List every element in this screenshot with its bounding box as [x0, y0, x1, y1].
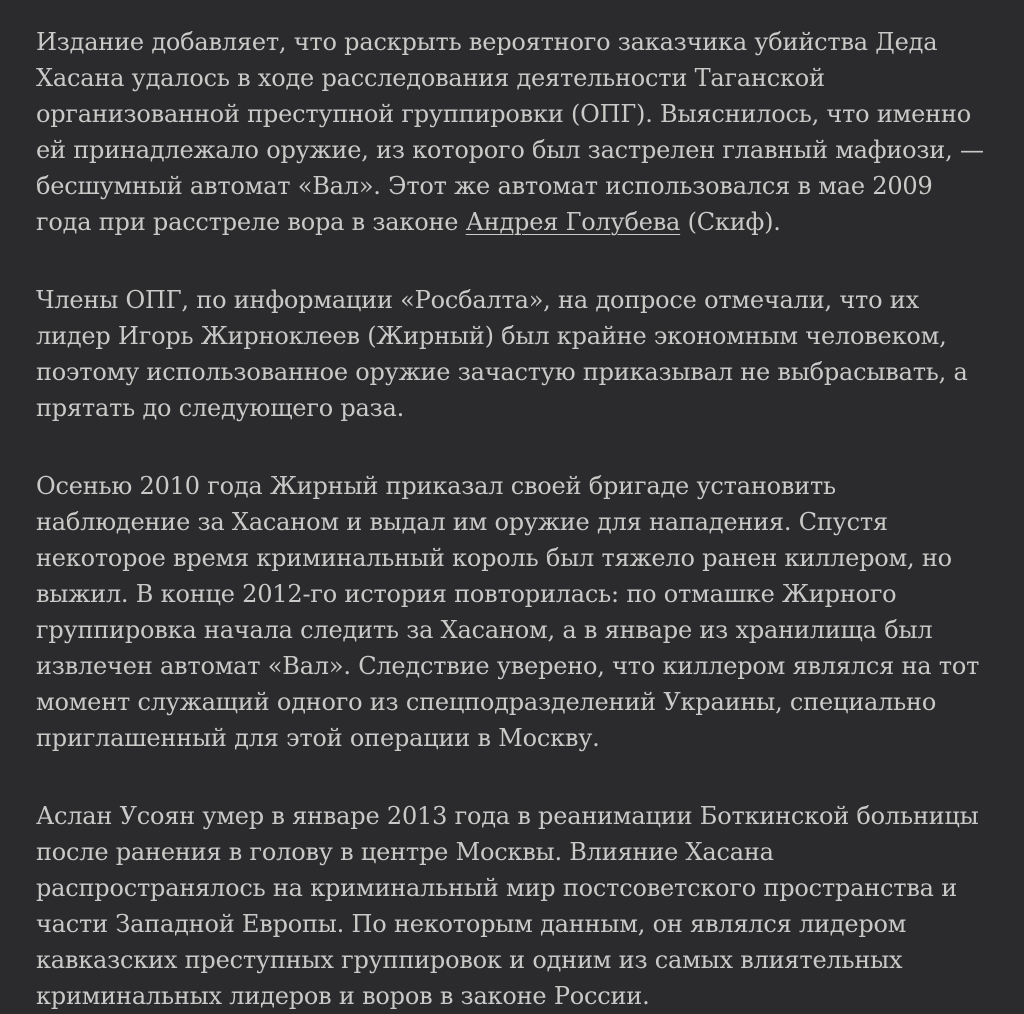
paragraph-1-text-before: Издание добавляет, что раскрыть вероятного заказчика убийства Деда Хасана удалось в ходе расследования деятельности Таганской организованной преступной группировки (ОПГ). Выяснилось, что именно ей принадлежало оружие, из которого был застрелен главный мафиози, — бесшумный автомат «Вал». Этот же автомат использовался в мае 2009 года при расстреле вора в законе [36, 28, 984, 236]
paragraph-1-text-after: (Скиф). [680, 208, 781, 236]
andrey-golubev-link[interactable]: Андрея Голубева [465, 208, 681, 236]
paragraph-3: Осенью 2010 года Жирный приказал своей бригаде установить наблюдение за Хасаном и выдал им оружие для нападения. Спустя некоторое время криминальный король был тяжело ранен киллером, но выжил. В конце 2012-го история повторилась: по отмашке Жирного группировка начала следить за Хасаном, а в январе из хранилища был извлечен автомат «Вал». Следствие уверено, что киллером являлся на тот момент служащий одного из спецподразделений Украины, специально приглашенный для этой операции в Москву. [36, 472, 980, 752]
paragraph-2: Члены ОПГ, по информации «Росбалта», на допросе отмечали, что их лидер Игорь Жирноклеев (Жирный) был крайне экономным человеком, поэтому использованное оружие зачастую приказывал не выбрасывать, а прятать до следующего раза. [36, 286, 968, 422]
paragraph-1 [36, 24, 994, 240]
paragraph-4: Аслан Усоян умер в январе 2013 года в реанимации Боткинской больницы после ранения в голову в центре Москвы. Влияние Хасана распространялось на криминальный мир постсоветского пространства и части Западной Европы. По некоторым данным, он являлся лидером кавказских преступных группировок и одним из самых влиятельных криминальных лидеров и воров в законе России. [36, 802, 979, 1010]
